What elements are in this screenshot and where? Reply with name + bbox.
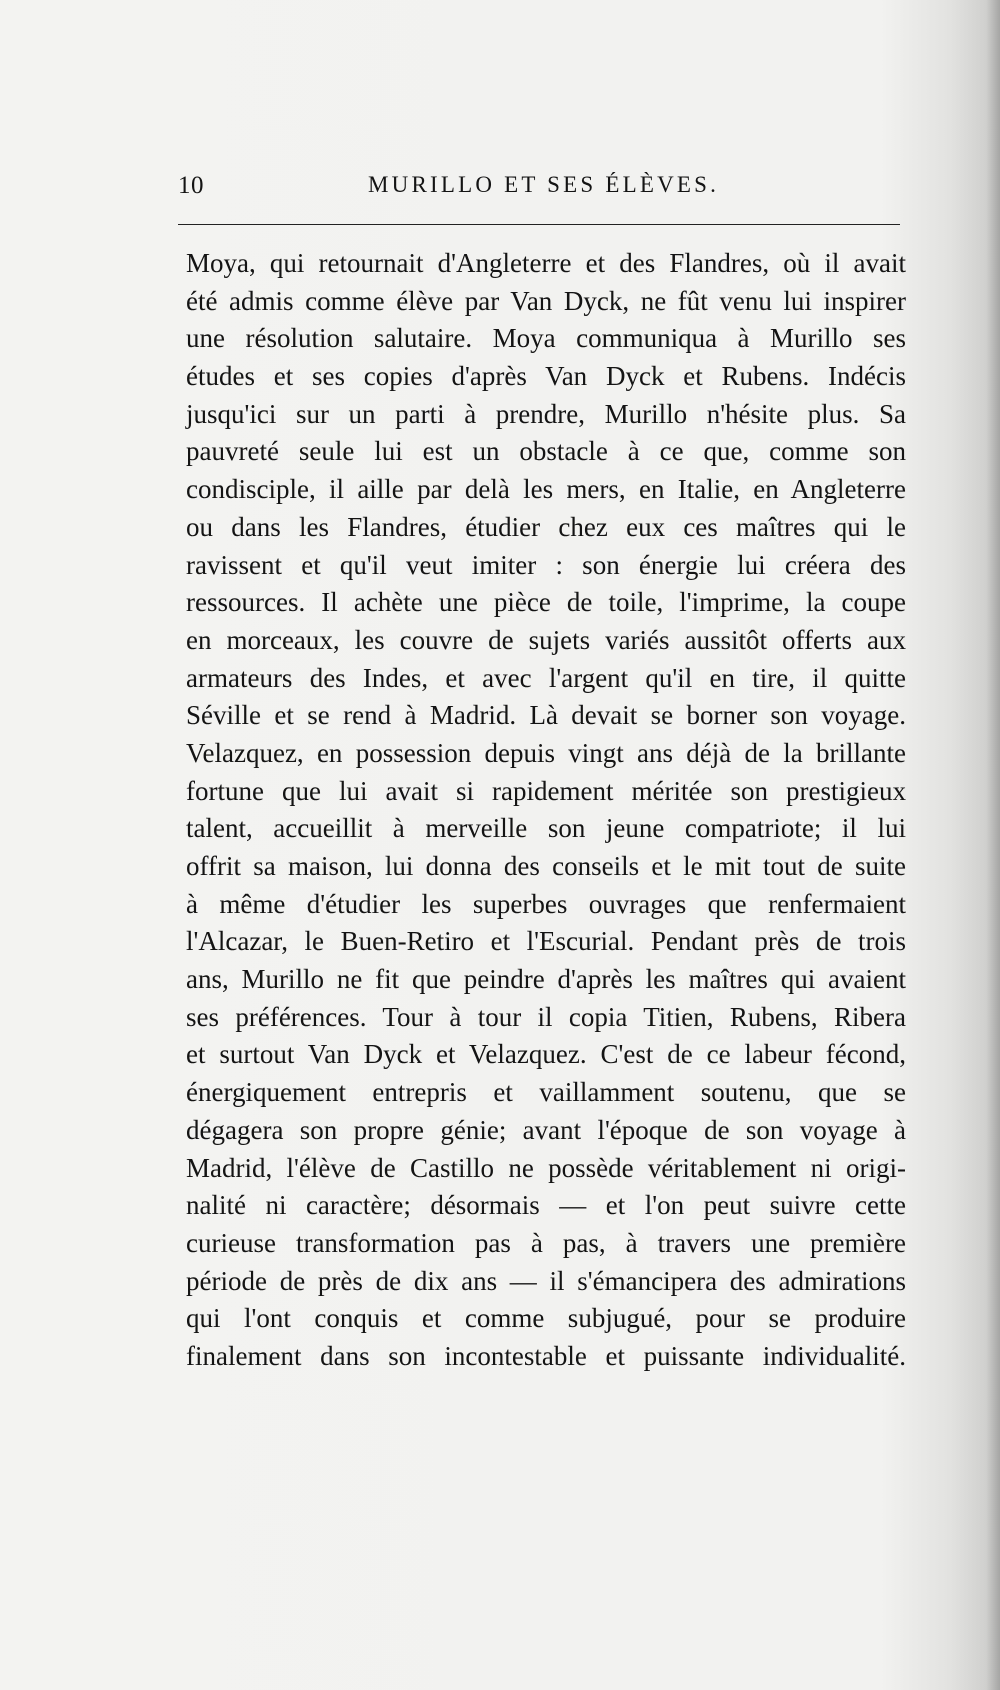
text-line: dégagera son propre génie; avant l'époque de son voyage à — [186, 1114, 906, 1145]
text-line: talent, accueillit à merveille son jeune compatriote; il lui — [186, 813, 906, 844]
text-line: qui l'ont conquis et comme subjugué, pour se produire — [186, 1303, 906, 1334]
text-line: armateurs des Indes, et avec l'argent qu'il en tire, il quitte — [186, 662, 906, 693]
text-line: ressources. Il achète une pièce de toile, l'imprime, la coupe — [186, 587, 906, 618]
text-line: à même d'étudier les superbes ouvrages que renfermaient — [186, 888, 906, 919]
running-title: MURILLO ET SES ÉLÈVES. — [368, 172, 720, 197]
text-line: ravissent et qu'il veut imiter : son énergie lui créera des — [186, 549, 906, 580]
text-line: une résolution salutaire. Moya communiqua à Murillo ses — [186, 323, 906, 354]
text-line: Velazquez, en possession depuis vingt ans déjà de la brillante — [186, 737, 906, 768]
text-line: en morceaux, les couvre de sujets variés aussitôt offerts aux — [186, 624, 906, 655]
text-line: période de près de dix ans — il s'émancipera des admirations — [186, 1265, 906, 1296]
text-line: été admis comme élève par Van Dyck, ne fût venu lui inspirer — [186, 285, 906, 316]
text-line: ans, Murillo ne fit que peindre d'après les maîtres qui avaient — [186, 964, 906, 995]
text-line: jusqu'ici sur un parti à prendre, Murillo n'hésite plus. Sa — [186, 398, 906, 429]
text-line: finalement dans son incontestable et puissante individualité. — [186, 1340, 906, 1371]
running-head — [178, 172, 900, 206]
text-line: Madrid, l'élève de Castillo ne possède véritablement ni origi- — [186, 1152, 906, 1183]
page-edge-shadow — [986, 0, 1000, 1690]
text-line: ou dans les Flandres, étudier chez eux ces maîtres qui le — [186, 511, 906, 542]
text-line: énergiquement entrepris et vaillamment soutenu, que se — [186, 1077, 906, 1108]
page-number: 10 — [178, 172, 204, 199]
text-line: et surtout Van Dyck et Velazquez. C'est de ce labeur fécond, — [186, 1039, 906, 1070]
text-line: Séville et se rend à Madrid. Là devait se borner son voyage. — [186, 700, 906, 731]
body-paragraph — [186, 245, 906, 1376]
text-line: ses préférences. Tour à tour il copia Titien, Rubens, Ribera — [186, 1001, 906, 1032]
text-line: fortune que lui avait si rapidement méritée son prestigieux — [186, 775, 906, 806]
text-line: condisciple, il aille par delà les mers, en Italie, en Angleterre — [186, 474, 906, 505]
text-line: nalité ni caractère; désormais — et l'on peut suivre cette — [186, 1190, 906, 1221]
header-rule — [178, 224, 900, 225]
text-line: Moya, qui retournait d'Angleterre et des Flandres, où il avait — [186, 248, 906, 278]
text-line: études et ses copies d'après Van Dyck et Rubens. Indécis — [186, 361, 906, 392]
text-line: pauvreté seule lui est un obstacle à ce que, comme son — [186, 436, 906, 467]
text-line: l'Alcazar, le Buen-Retiro et l'Escurial. Pendant près de trois — [186, 926, 906, 957]
text-line: curieuse transformation pas à pas, à travers une première — [186, 1227, 906, 1258]
text-line: offrit sa maison, lui donna des conseils et le mit tout de suite — [186, 851, 906, 881]
